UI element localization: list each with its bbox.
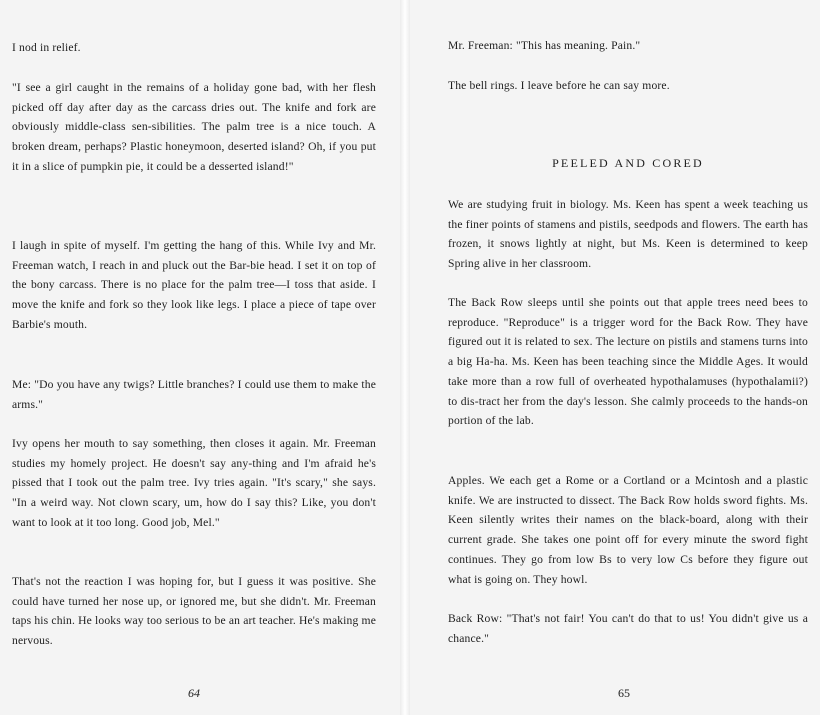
paragraph: I laugh in spite of myself. I'm getting the hang of this. While Ivy and Mr. Freeman watch, I reach in and pluck out the Bar-bie head. I set it on top of the bony carcass. There is no place for the palm tree—I toss that aside. I move the knife and fork so they look like legs. I place a piece of tape over Barbie's mouth. [12, 239, 376, 331]
paragraph: I nod in relief. [12, 41, 81, 54]
page-number-right: 65 [618, 686, 630, 700]
paragraph: The bell rings. I leave before he can say more. [448, 79, 670, 92]
book-gutter [400, 0, 410, 715]
paragraph: Me: "Do you have any twigs? Little branches? I could use them to make the arms." [12, 378, 376, 411]
paragraph: The Back Row sleeps until she points out that apple trees need bees to reproduce. "Reproduce" is a trigger word for the Back Row. They have figured out it is related to sex. The lecture on pistils and stamens turns into a big Ha-ha. Ms. Keen has been teaching since the Middle Ages. It would take more than a row full of overheated hypothalamuses (hypothalamii?) to dis-tract her from the day's lesson. She calmly proceeds to the hands-on portion of the lab. [448, 296, 808, 428]
paragraph: We are studying fruit in biology. Ms. Keen has spent a week teaching us the finer points of stamens and pistils, seedpods and flowers. The earth has frozen, it snows lightly at night, but Ms. Keen is determined to keep Spring alive in her classroom. [448, 198, 808, 271]
paragraph: Apples. We each get a Rome or a Cortland or a Mcintosh and a plastic knife. We are instructed to dissect. The Back Row holds sword fights. Ms. Keen silently writes their names on the black-board, along with their current grade. She takes one point off for every minute the sword fight continues. They go from low Bs to very low Cs before they figure out what is going on. They howl. [448, 474, 808, 586]
paragraph: Ivy opens her mouth to say something, then closes it again. Mr. Freeman studies my homely project. He doesn't say any-thing and I'm afraid he's pissed that I took out the palm tree. Ivy tries again. "It's scary," she says. "In a weird way. Not clown scary, um, how do I say this? Like, you don't want to look at it too long. Good job, Mel." [12, 437, 376, 529]
paragraph: Mr. Freeman: "This has meaning. Pain." [448, 39, 641, 52]
page-number-left: 64 [188, 686, 200, 700]
paragraph: Back Row: "That's not fair! You can't do that to us! You didn't give us a chance." [448, 612, 808, 645]
paragraph: That's not the reaction I was hoping for, but I guess it was positive. She could have turned her nose up, or ignored me, but she didn't. Mr. Freeman taps his chin. He looks way too serious to be an art teacher. He's making me nervous. [12, 575, 376, 648]
paragraph: "I see a girl caught in the remains of a holiday gone bad, with her flesh picked off day after day as the carcass dries out. The knife and fork are obviously middle-class sen-sibilities. The palm tree is a nice touch. A broken dream, perhaps? Plastic honeymoon, deserted island? Oh, if you put it in a slice of pumpkin pie, it could be a desserted island!" [12, 81, 376, 173]
section-heading: PEELED AND CORED [552, 156, 704, 170]
